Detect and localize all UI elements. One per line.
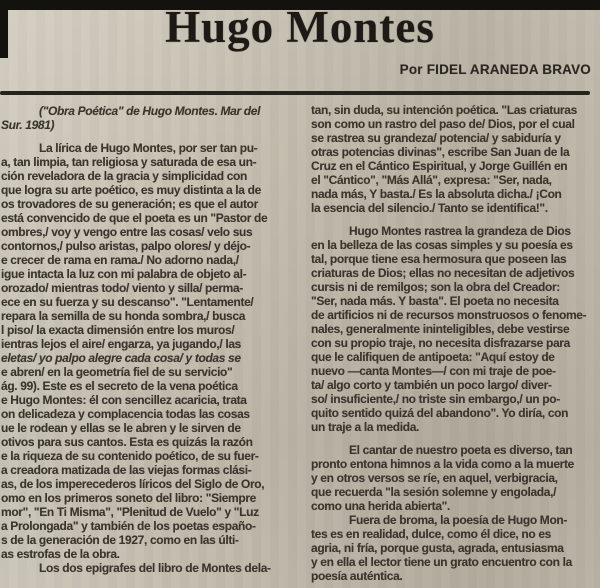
paragraph: [1, 104, 297, 132]
text-line: El cantar de nuestro poeta es diverso, tan: [349, 443, 573, 457]
text-line: ue le rodean y ellas se le abren y le sirven de: [1, 421, 241, 435]
article-title: Hugo Montes: [165, 2, 435, 52]
paragraph: [1, 561, 297, 575]
text-line: que logra su arte poético, es muy distinta a la de: [1, 183, 261, 197]
text-line: agria, ni fría, porque gusta, agrada, entusiasma: [311, 541, 564, 555]
text-line: eletas/ yo palpo alegre cada cosa/ y todas se: [1, 351, 241, 365]
text-line: y en ella el lector tiene un grato encuentro con la: [311, 555, 572, 569]
text-line: en la belleza de las cosas simples y su poesía es: [311, 238, 573, 252]
text-line: Sur. 1981): [1, 118, 55, 132]
left-column: [1, 104, 297, 575]
text-line: a, tan limpia, tan religiosa y saturada de esa un-: [1, 155, 257, 169]
text-line: e abren/ en la geometría fiel de su servicio": [1, 365, 233, 379]
text-line: tes es en realidad, dulce, como él dice, no es: [311, 527, 551, 541]
text-line: ción reveladora de la gracia y simplicidad con: [1, 169, 248, 183]
text-line: quito sentido quizá del abandono". Yo diría, con: [311, 406, 569, 420]
text-line: on delicadeza y complacencia todas las cosas: [1, 407, 250, 421]
byline: Por FIDEL ARANEDA BRAVO: [399, 62, 591, 77]
text-line: poesía auténtica.: [311, 569, 403, 583]
text-line: so/ insuficiente,/ no triste sin embargo,/ un po-: [311, 392, 560, 406]
text-line: a creadora matizada de las viejas formas clási-: [1, 463, 252, 477]
text-line: otivos para sus cantos. Esta es quizás la razón: [1, 435, 253, 449]
right-column: [311, 103, 598, 583]
text-line: cursis ni de remilgos; son la obra del Creador:: [311, 280, 560, 294]
text-line: ("Obra Poética" de Hugo Montes. Mar del: [39, 104, 261, 118]
text-line: nales, generalmente ininteligibles, debe vestirse: [311, 322, 570, 336]
text-line: orozado/ mientras todo/ viento y silla/ perma-: [1, 281, 243, 295]
text-line: nuevo —canta Montes—/ con mi traje de poe-: [311, 364, 556, 378]
divider-rule: [0, 91, 590, 95]
text-line: el "Cántico", "Más Allá", expresa: "Ser, nada,: [311, 173, 552, 187]
text-line: se rastrea su grandeza/ potencia/ y sabiduría y: [311, 131, 561, 145]
text-line: tan, sin duda, su intención poética. "Las criaturas: [311, 103, 577, 117]
text-line: nada más, Y basta./ Es la absoluta dicha./ ¡Con: [311, 187, 562, 201]
text-line: a Prolongada" y también de los poetas españo-: [1, 519, 256, 533]
text-line: de artificios ni de recursos monstruosos o fenome-: [311, 308, 587, 322]
text-line: otras potencias divinas", escribe San Juan de la: [311, 145, 570, 159]
text-line: l piso/ la exacta dimensión entre los muros/: [1, 323, 235, 337]
text-line: como una herida abierta".: [311, 499, 450, 513]
text-line: e la riqueza de su contenido poético, de su fuer-: [1, 449, 259, 463]
text-line: mor", "En Ti Misma", "Plenitud de Vuelo" y "Luz: [1, 505, 259, 519]
text-line: tal, porque tiene esa hermosura que poseen las: [311, 252, 567, 266]
text-line: Cruz en el Cántico Espiritual, y Jorge Guillén en: [311, 159, 568, 173]
text-line: Los dos epigrafes del libro de Montes dela-: [39, 561, 271, 575]
text-line: ta/ algo corto y también un poco largo/ diver-: [311, 378, 552, 392]
text-line: está convencido de que el poeta es un "Pastor de: [1, 211, 268, 225]
paragraph: [311, 443, 598, 513]
text-line: y en otros versos se ríe, en aquel, verbigracia,: [311, 471, 558, 485]
text-line: un traje a la medida.: [311, 420, 420, 434]
text-line: la esencia del silencio./ Tanto se identifica!".: [311, 201, 548, 215]
text-line: contornos,/ pulso aristas, palpo olores/ y déjo-: [1, 239, 251, 253]
text-line: ág. 99). Este es el secreto de la vena poética: [1, 379, 238, 393]
text-line: ientras lejos el aire/ engarza, ya jugando,/ las: [1, 337, 241, 351]
text-line: pronto entona himnos a la vida como a la muerte: [311, 457, 574, 471]
paragraph: [311, 513, 598, 583]
text-line: ombres,/ voy y vengo entre las cosas/ velo sus: [1, 225, 253, 239]
text-line: repara la semilla de su honda sombra,/ busca: [1, 309, 246, 323]
text-line: igue intacta la luz con mi palabra de objeto al-: [1, 267, 247, 281]
paragraph: [311, 103, 598, 215]
text-line: Fuera de broma, la poesía de Hugo Mon-: [349, 513, 568, 527]
text-line: "Ser, nada más. Y basta". El poeta no necesita: [311, 294, 559, 308]
paragraph: [311, 224, 598, 434]
text-line: e crecer de rama en rama./ No adorno nada,/: [1, 253, 239, 267]
text-line: as estrofas de la obra.: [1, 547, 120, 561]
text-line: que recuerda "la sesión solemne y engolada,/: [311, 485, 557, 499]
text-line: son como un rastro del paso de/ Dios, por el cual: [311, 117, 575, 131]
text-line: ece en su fuerza y su descanso". "Lentamente/: [1, 295, 254, 309]
text-line: os trovadores de su generación; es que el autor: [1, 197, 258, 211]
text-line: as, de los imperecederos líricos del Siglo de Oro,: [1, 477, 265, 491]
text-line: s de la generación de 1927, como en las últi-: [1, 533, 239, 547]
text-line: La lírica de Hugo Montes, por ser tan pu-: [39, 141, 258, 155]
text-line: Hugo Montes rastrea la grandeza de Dios: [349, 224, 571, 238]
paragraph: [1, 141, 297, 561]
text-line: criaturas de Dios; ellas no necesitan de adjetivos: [311, 266, 575, 280]
text-line: con su propio traje, no necesita disfrazarse para: [311, 336, 570, 350]
text-line: omo en los primeros soneto del libro: "Siempre: [1, 491, 256, 505]
text-line: e Hugo Montes: él con sencillez acaricia, trata: [1, 393, 247, 407]
text-line: que le califiquen de antipoeta: "Aquí estoy de: [311, 350, 555, 364]
